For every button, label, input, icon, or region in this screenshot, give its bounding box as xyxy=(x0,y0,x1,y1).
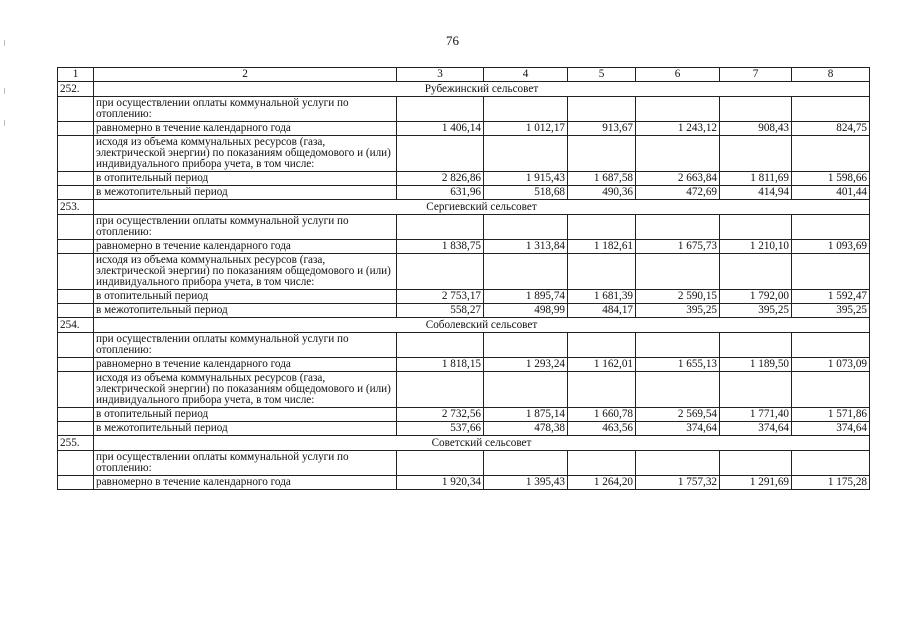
value-cell: 1 313,84 xyxy=(484,240,568,254)
row-number-cell xyxy=(58,136,94,172)
value-cell: 374,64 xyxy=(636,422,720,436)
row-number-cell xyxy=(58,215,94,240)
value-cell xyxy=(568,254,636,290)
row-number-cell xyxy=(58,372,94,408)
section-title: Сергиевский сельсовет xyxy=(94,200,870,215)
row-label: исходя из объема коммунальных ресурсов (газа, электрической энергии) по показаниям общедомового и (или) индивидуального прибора учета, в том числе: xyxy=(94,372,397,408)
table-row xyxy=(58,186,870,200)
row-label: исходя из объема коммунальных ресурсов (газа, электрической энергии) по показаниям общедомового и (или) индивидуального прибора учета, в том числе: xyxy=(94,136,397,172)
value-cell: 1 811,69 xyxy=(720,172,792,186)
value-cell xyxy=(484,254,568,290)
table-row xyxy=(58,451,870,476)
value-cell: 395,25 xyxy=(720,304,792,318)
row-number-cell xyxy=(58,304,94,318)
table-row xyxy=(58,136,870,172)
value-cell xyxy=(792,136,870,172)
value-cell: 463,56 xyxy=(568,422,636,436)
row-label: в межотопительный период xyxy=(94,422,397,436)
value-cell: 1 189,50 xyxy=(720,358,792,372)
value-cell xyxy=(568,333,636,358)
tariff-table xyxy=(57,67,870,490)
value-cell xyxy=(720,333,792,358)
table-row xyxy=(58,304,870,318)
value-cell: 1 875,14 xyxy=(484,408,568,422)
row-number-cell xyxy=(58,333,94,358)
value-cell: 395,25 xyxy=(792,304,870,318)
value-cell xyxy=(484,451,568,476)
value-cell xyxy=(720,215,792,240)
margin-mark xyxy=(4,88,5,94)
value-cell: 2 826,86 xyxy=(397,172,484,186)
value-cell: 478,38 xyxy=(484,422,568,436)
table-row xyxy=(58,172,870,186)
section-row xyxy=(58,318,870,333)
value-cell xyxy=(636,136,720,172)
table-row xyxy=(58,254,870,290)
section-row xyxy=(58,200,870,215)
value-cell: 1 895,74 xyxy=(484,290,568,304)
value-cell: 374,64 xyxy=(720,422,792,436)
value-cell: 1 293,24 xyxy=(484,358,568,372)
row-label: при осуществлении оплаты коммунальной услуги по отоплению: xyxy=(94,451,397,476)
table-row xyxy=(58,290,870,304)
value-cell: 1 406,14 xyxy=(397,122,484,136)
table-row xyxy=(58,215,870,240)
value-cell: 401,44 xyxy=(792,186,870,200)
header-row xyxy=(58,68,870,82)
row-label: при осуществлении оплаты коммунальной услуги по отоплению: xyxy=(94,97,397,122)
value-cell xyxy=(568,215,636,240)
header-cell: 2 xyxy=(94,68,397,82)
value-cell xyxy=(397,333,484,358)
value-cell: 1 243,12 xyxy=(636,122,720,136)
value-cell xyxy=(397,372,484,408)
value-cell: 1 264,20 xyxy=(568,476,636,490)
value-cell xyxy=(720,372,792,408)
value-cell: 2 732,56 xyxy=(397,408,484,422)
row-number-cell xyxy=(58,172,94,186)
table-body xyxy=(58,68,870,490)
value-cell: 908,43 xyxy=(720,122,792,136)
table-row xyxy=(58,476,870,490)
section-number: 254. xyxy=(58,318,94,333)
row-label: исходя из объема коммунальных ресурсов (газа, электрической энергии) по показаниям общедомового и (или) индивидуального прибора учета, в том числе: xyxy=(94,254,397,290)
table-row xyxy=(58,358,870,372)
row-label: в отопительный период xyxy=(94,408,397,422)
value-cell: 1 592,47 xyxy=(792,290,870,304)
value-cell: 1 660,78 xyxy=(568,408,636,422)
row-label: равномерно в течение календарного года xyxy=(94,476,397,490)
value-cell xyxy=(484,372,568,408)
value-cell: 1 093,69 xyxy=(792,240,870,254)
row-number-cell xyxy=(58,290,94,304)
value-cell: 498,99 xyxy=(484,304,568,318)
value-cell xyxy=(484,136,568,172)
header-cell: 8 xyxy=(792,68,870,82)
row-number-cell xyxy=(58,476,94,490)
value-cell xyxy=(792,254,870,290)
row-label: при осуществлении оплаты коммунальной услуги по отоплению: xyxy=(94,333,397,358)
value-cell xyxy=(792,97,870,122)
value-cell: 1 818,15 xyxy=(397,358,484,372)
value-cell xyxy=(720,136,792,172)
row-number-cell xyxy=(58,240,94,254)
value-cell: 1 175,28 xyxy=(792,476,870,490)
value-cell: 631,96 xyxy=(397,186,484,200)
value-cell: 537,66 xyxy=(397,422,484,436)
value-cell xyxy=(636,451,720,476)
value-cell: 1 838,75 xyxy=(397,240,484,254)
value-cell: 1 395,43 xyxy=(484,476,568,490)
value-cell xyxy=(792,333,870,358)
value-cell xyxy=(636,97,720,122)
value-cell xyxy=(636,254,720,290)
value-cell xyxy=(397,451,484,476)
row-label: при осуществлении оплаты коммунальной услуги по отоплению: xyxy=(94,215,397,240)
value-cell: 414,94 xyxy=(720,186,792,200)
header-cell: 7 xyxy=(720,68,792,82)
header-cell: 1 xyxy=(58,68,94,82)
row-label: в межотопительный период xyxy=(94,186,397,200)
value-cell: 1 655,13 xyxy=(636,358,720,372)
value-cell: 2 753,17 xyxy=(397,290,484,304)
section-row xyxy=(58,436,870,451)
row-number-cell xyxy=(58,122,94,136)
row-number-cell xyxy=(58,97,94,122)
section-number: 252. xyxy=(58,82,94,97)
value-cell: 1 291,69 xyxy=(720,476,792,490)
table-row xyxy=(58,372,870,408)
value-cell xyxy=(792,215,870,240)
value-cell: 2 590,15 xyxy=(636,290,720,304)
value-cell: 1 757,32 xyxy=(636,476,720,490)
page-number: 76 xyxy=(446,33,459,48)
row-label: равномерно в течение календарного года xyxy=(94,122,397,136)
margin-mark xyxy=(4,40,5,46)
value-cell xyxy=(792,451,870,476)
section-title: Рубежинский сельсовет xyxy=(94,82,870,97)
section-title: Советский сельсовет xyxy=(94,436,870,451)
value-cell: 1 915,43 xyxy=(484,172,568,186)
value-cell xyxy=(484,97,568,122)
table-row xyxy=(58,240,870,254)
value-cell xyxy=(792,372,870,408)
value-cell: 1 182,61 xyxy=(568,240,636,254)
value-cell: 1 012,17 xyxy=(484,122,568,136)
header-cell: 5 xyxy=(568,68,636,82)
table-row xyxy=(58,422,870,436)
value-cell: 1 675,73 xyxy=(636,240,720,254)
row-number-cell xyxy=(58,451,94,476)
row-label: в межотопительный период xyxy=(94,304,397,318)
value-cell xyxy=(720,254,792,290)
table-row xyxy=(58,97,870,122)
value-cell xyxy=(397,97,484,122)
value-cell xyxy=(636,215,720,240)
row-label: в отопительный период xyxy=(94,172,397,186)
row-number-cell xyxy=(58,254,94,290)
value-cell: 824,75 xyxy=(792,122,870,136)
value-cell: 374,64 xyxy=(792,422,870,436)
header-cell: 3 xyxy=(397,68,484,82)
section-number: 253. xyxy=(58,200,94,215)
row-label: равномерно в течение календарного года xyxy=(94,240,397,254)
value-cell: 1 920,34 xyxy=(397,476,484,490)
value-cell: 490,36 xyxy=(568,186,636,200)
value-cell: 913,67 xyxy=(568,122,636,136)
table-row xyxy=(58,333,870,358)
value-cell: 1 598,66 xyxy=(792,172,870,186)
value-cell: 1 771,40 xyxy=(720,408,792,422)
section-title: Соболевский сельсовет xyxy=(94,318,870,333)
value-cell xyxy=(568,136,636,172)
value-cell xyxy=(397,136,484,172)
value-cell: 484,17 xyxy=(568,304,636,318)
row-number-cell xyxy=(58,186,94,200)
value-cell xyxy=(636,333,720,358)
value-cell: 1 687,58 xyxy=(568,172,636,186)
value-cell: 2 569,54 xyxy=(636,408,720,422)
value-cell xyxy=(568,372,636,408)
row-label: в отопительный период xyxy=(94,290,397,304)
value-cell: 1 792,00 xyxy=(720,290,792,304)
value-cell: 1 162,01 xyxy=(568,358,636,372)
value-cell xyxy=(720,451,792,476)
value-cell: 2 663,84 xyxy=(636,172,720,186)
table-row xyxy=(58,122,870,136)
value-cell xyxy=(720,97,792,122)
section-number: 255. xyxy=(58,436,94,451)
value-cell xyxy=(636,372,720,408)
value-cell xyxy=(484,333,568,358)
row-label: равномерно в течение календарного года xyxy=(94,358,397,372)
value-cell xyxy=(484,215,568,240)
value-cell: 558,27 xyxy=(397,304,484,318)
row-number-cell xyxy=(58,358,94,372)
value-cell xyxy=(568,451,636,476)
value-cell: 518,68 xyxy=(484,186,568,200)
section-row xyxy=(58,82,870,97)
margin-mark xyxy=(4,120,5,126)
table-row xyxy=(58,408,870,422)
value-cell: 1 571,86 xyxy=(792,408,870,422)
header-cell: 6 xyxy=(636,68,720,82)
value-cell xyxy=(397,215,484,240)
value-cell: 1 210,10 xyxy=(720,240,792,254)
row-number-cell xyxy=(58,408,94,422)
header-cell: 4 xyxy=(484,68,568,82)
row-number-cell xyxy=(58,422,94,436)
value-cell xyxy=(397,254,484,290)
value-cell xyxy=(568,97,636,122)
value-cell: 472,69 xyxy=(636,186,720,200)
value-cell: 1 073,09 xyxy=(792,358,870,372)
value-cell: 395,25 xyxy=(636,304,720,318)
value-cell: 1 681,39 xyxy=(568,290,636,304)
